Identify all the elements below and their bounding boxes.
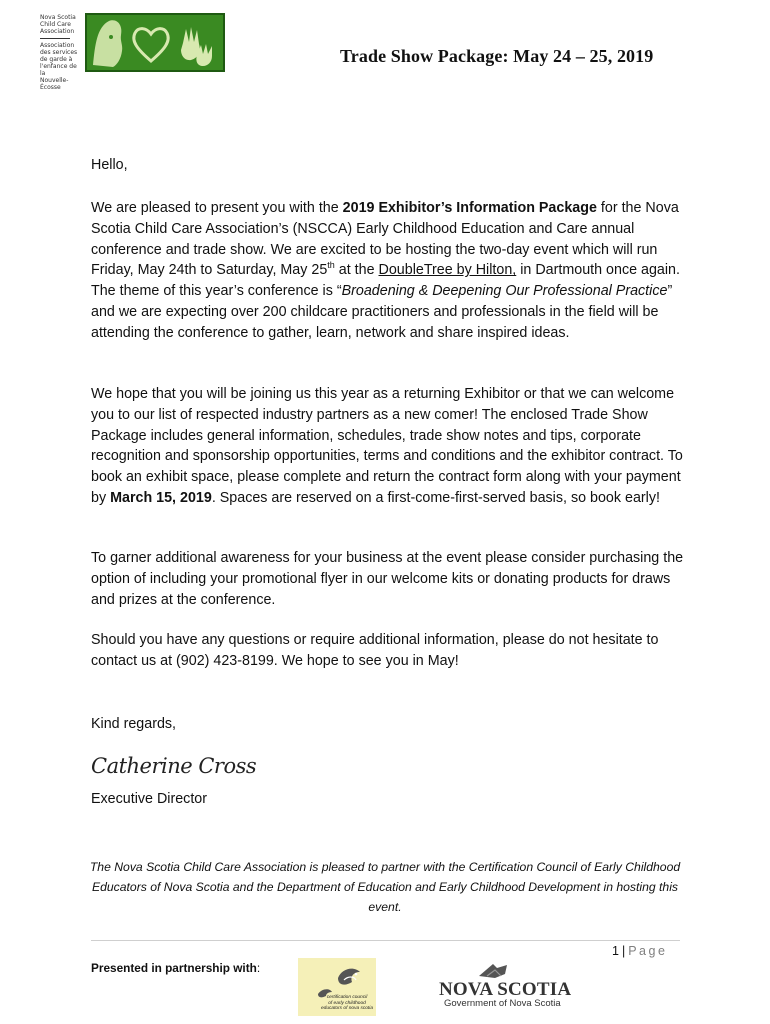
signer-role: Executive Director: [91, 791, 208, 807]
logo-graphic-icon: [87, 15, 223, 70]
p1-text-e: in Dartmouth once again. The theme of this year’s conference is “: [91, 262, 680, 300]
payment-deadline: March 15, 2019: [110, 489, 212, 506]
org-name-fr-1: Association: [40, 42, 75, 49]
partner-note: The Nova Scotia Child Care Association is pleased to partner with the Certification Council of Early Childhood Educators of Nova Scotia and the Department of Education and Early Childhood Development in hosting this event.: [89, 860, 681, 914]
presented-label: [91, 961, 260, 975]
page-word: Page: [628, 944, 668, 958]
nscca-logo: [85, 13, 225, 72]
p1-text-f: ” and we are expecting over 200 childcare practitioners and professionals in the field will be attending the conference to gather, learn, network and share inspired ideas.: [91, 283, 673, 341]
certification-council-text: [320, 995, 374, 1012]
p2-text-a: We hope that you will be joining us this year as a returning Exhibitor or that we can welcome you to our list of respected industry partners as a new comer! The enclosed Trade Show Package includes general information, schedules, trade show notes and tips, corporate recognition and sponsorship opportunities, terms and conditions and the exhibitor contract. To book an exhibit space, please complete and return the contract form along with your payment by: [91, 386, 683, 506]
org-name-divider: [40, 38, 70, 39]
p1-text-d: at the: [334, 262, 379, 279]
page-number-value: 1: [612, 944, 619, 958]
venue-link[interactable]: DoubleTree by Hilton,: [378, 262, 517, 279]
cc-text-line-2: of early childhood: [328, 1000, 366, 1006]
nova-scotia-government: Government of Nova Scotia: [444, 998, 561, 1009]
cc-text-line-3: educators of nova scotia: [321, 1006, 373, 1011]
org-name-fr-4: l'enfance de la: [40, 63, 77, 77]
conference-theme: Broadening & Deepening Our Professional Practice: [341, 283, 668, 300]
org-name-en-3: Association: [40, 28, 75, 35]
org-name-fr-5: Nouvelle-Écosse: [40, 77, 69, 91]
paragraph-intro: [91, 198, 691, 344]
footer-divider: [91, 940, 680, 941]
page-title: Trade Show Package: May 24 – 25, 2019: [340, 46, 654, 66]
org-name-en-1: Nova Scotia: [40, 14, 76, 21]
page-number: [612, 944, 667, 958]
org-name-en-2: Child Care: [40, 21, 71, 28]
package-name: 2019 Exhibitor’s Information Package: [342, 200, 597, 216]
p1-text-a: We are pleased to present you with the: [91, 200, 343, 216]
p1-text-c: for the Nova Scotia Child Care Association’s (NSCCA) Early Childhood Education and Care annual conference and trade show. We are excited to be hosting the two-day event which will run Friday, May 24th to Saturday, May 25: [91, 200, 679, 279]
presented-label-text: Presented in partnership with: [91, 961, 257, 975]
paragraph-contact: Should you have any questions or require additional information, please do not hesitate to contact us at (902) 423-8199. We hope to see you in May!: [91, 632, 659, 669]
greeting: Hello,: [91, 157, 128, 173]
presented-colon: :: [256, 961, 261, 975]
p1-superscript: th: [327, 260, 335, 271]
signature: Catherine Cross: [91, 754, 257, 778]
nova-scotia-name: NOVA SCOTIA: [439, 979, 572, 1000]
paragraph-booking: [91, 384, 691, 509]
paragraph-awareness: To garner additional awareness for your business at the event please consider purchasing the option of including your promotional flyer in our welcome kits or donating products for draws and prizes at the conference.: [91, 550, 684, 608]
org-name-text: [40, 14, 84, 91]
p2-text-b: . Spaces are reserved on a first-come-first-served basis, so book early!: [211, 489, 660, 506]
org-name-fr-2: des services: [40, 49, 78, 56]
page-number-separator: |: [621, 944, 626, 958]
org-name-fr-3: de garde à: [40, 56, 73, 63]
closing: Kind regards,: [91, 716, 177, 732]
cc-text-line-1: certification council: [326, 995, 368, 1000]
